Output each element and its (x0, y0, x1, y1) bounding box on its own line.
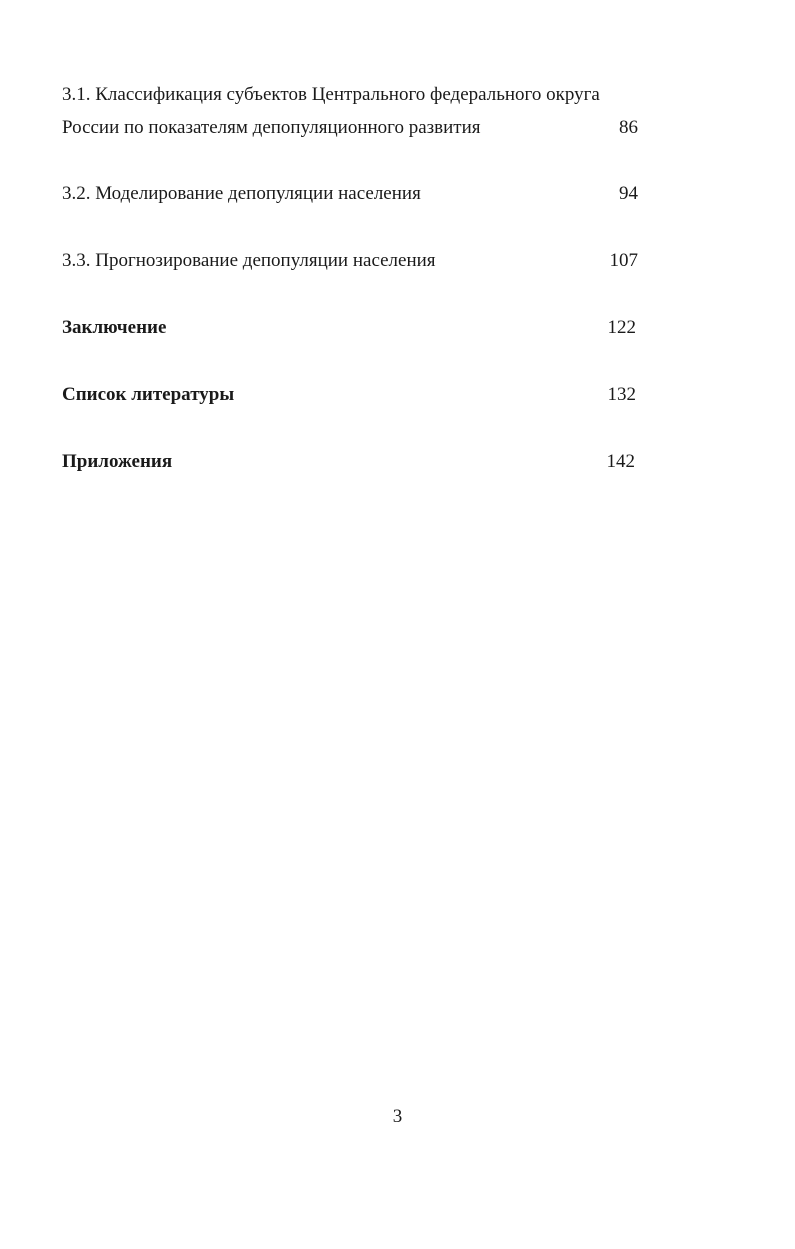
toc-entry-references-title: Список литературы (62, 384, 235, 405)
toc-entry-3-3-title: 3.3. Прогнозирование депопуляции населения (62, 250, 436, 271)
toc-entry-3-2-title: 3.2. Моделирование депопуляции населения (62, 183, 421, 204)
toc-entry-3-1-page: 86 (619, 117, 638, 138)
toc-entry-appendices-page: 142 (606, 451, 635, 472)
toc-entry-conclusion-title: Заключение (62, 317, 167, 338)
toc-entry-references-page: 132 (607, 384, 636, 405)
toc-entry-conclusion-page: 122 (607, 317, 636, 338)
page-number: 3 (392, 1106, 403, 1127)
toc-entry-3-1-title-part-2: России по показателям депопуляционного развития (62, 117, 481, 138)
toc-entry-3-2-page: 94 (619, 183, 638, 204)
toc-entry-appendices-title: Приложения (62, 451, 173, 472)
toc-entry-3-1-title-part-1: 3.1. Классификация субъектов Центрального федерального округа (62, 84, 600, 105)
toc-entry-3-3-page: 107 (609, 250, 638, 271)
